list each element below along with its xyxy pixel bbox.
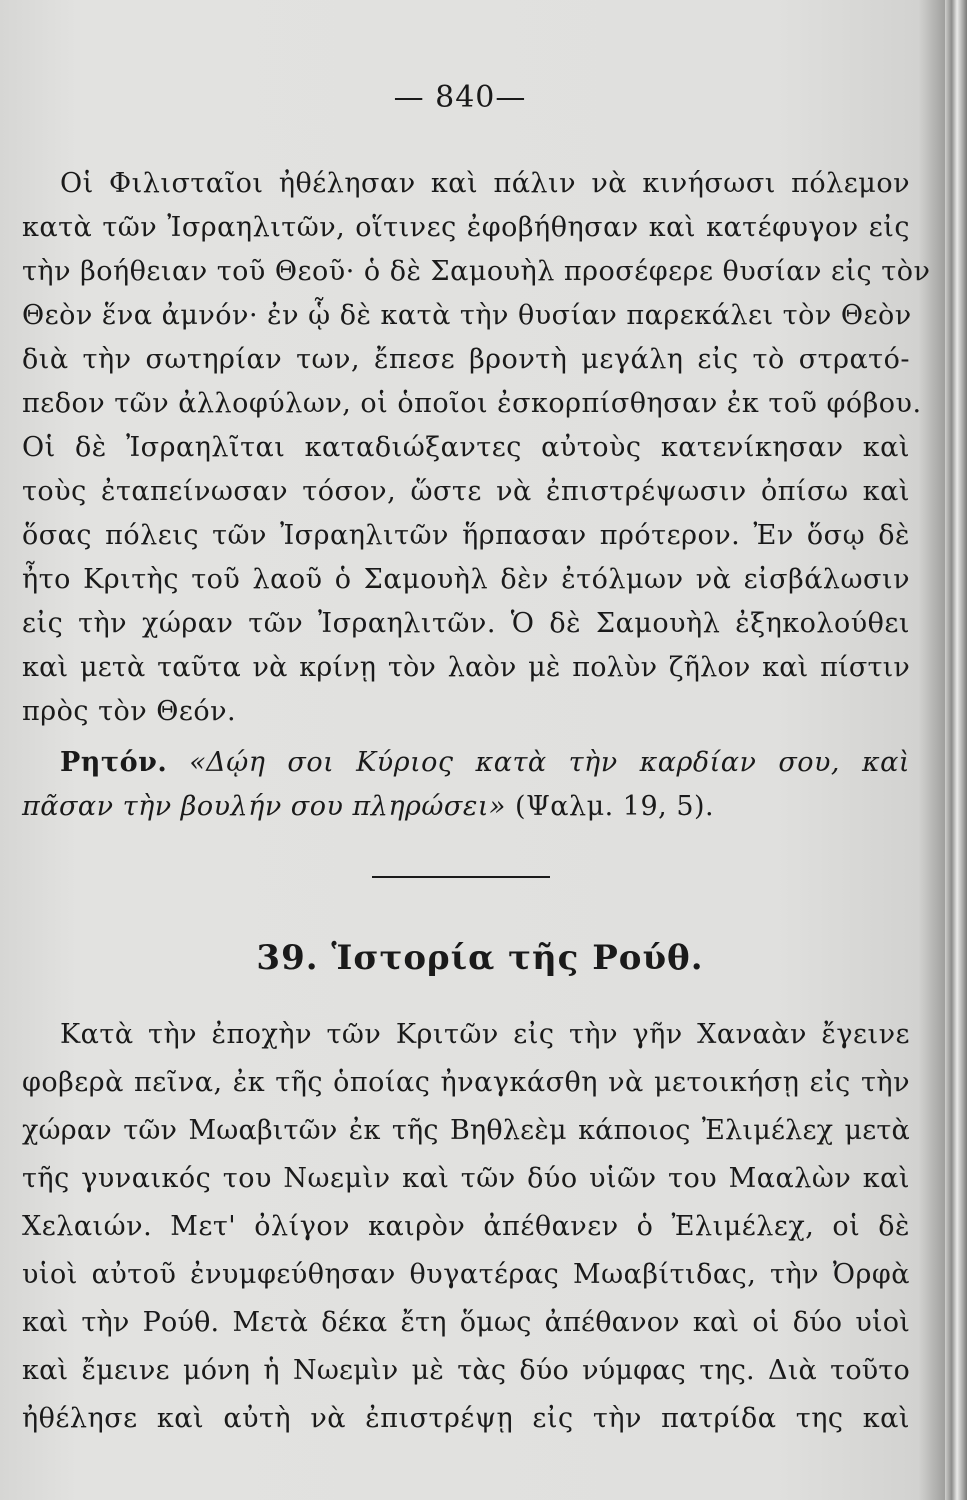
paragraph2-line: Κατὰ τὴν ἐποχὴν τῶν Κριτῶν εἰς τὴν γῆν Χαναὰν ἔγεινε xyxy=(60,1019,910,1050)
verse-line-1 xyxy=(60,741,910,785)
paragraph1-line: Θεὸν ἕνα ἀμνόν· ἐν ᾧ δὲ κατὰ τὴν θυσίαν παρεκάλει τὸν Θεὸν xyxy=(22,300,912,331)
paragraph1-line: διὰ τὴν σωτηρίαν των, ἔπεσε βροντὴ μεγάλη εἰς τὸ στρατό- xyxy=(22,344,910,375)
paragraph1-line: πρὸς τὸν Θεόν. xyxy=(22,696,237,727)
paragraph1-line: Οἱ Φιλισταῖοι ἠθέλησαν καὶ πάλιν νὰ κινήσωσι πόλεμον xyxy=(60,168,910,199)
paragraph1-line: πεδον τῶν ἀλλοφύλων, οἱ ὁποῖοι ἐσκορπίσθησαν ἐκ τοῦ φόβου. xyxy=(22,388,922,419)
paragraph1-line: Οἱ δὲ Ἰσραηλῖται καταδιώξαντες αὐτοὺς κατενίκησαν καὶ xyxy=(22,432,910,463)
verse-text-continued: πᾶσαν τὴν βουλήν σου πληρώσει» xyxy=(22,791,506,822)
page-number: — 840— xyxy=(393,80,527,115)
paragraph1-line: τὴν βοήθειαν τοῦ Θεοῦ· ὁ δὲ Σαμουὴλ προσέφερε θυσίαν εἰς τὸν xyxy=(22,256,931,287)
paragraph1-line: καὶ μετὰ ταῦτα νὰ κρίνῃ τὸν λαὸν μὲ πολὺν ζῆλον καὶ πίστιν xyxy=(22,652,910,683)
section-divider xyxy=(372,876,550,878)
paragraph2-line: υἱοὶ αὐτοῦ ἐνυμφεύθησαν θυγατέρας Μωαβίτιδας, τὴν Ὀρφὰ xyxy=(22,1259,910,1290)
verse-line-2 xyxy=(22,785,910,829)
paragraph2-line: φοβερὰ πεῖνα, ἐκ τῆς ὁποίας ἠναγκάσθη νὰ μετοικήσῃ εἰς τὴν xyxy=(22,1067,910,1098)
verse-text: «Δῴη σοι Κύριος κατὰ τὴν καρδίαν σου, καὶ xyxy=(189,747,910,778)
paragraph2-line: καὶ τὴν Ρούθ. Μετὰ δέκα ἔτη ὅμως ἀπέθανον καὶ οἱ δύο υἱοὶ xyxy=(22,1307,910,1338)
section-heading: 39. Ἱστορία τῆς Ρούθ. xyxy=(256,938,704,978)
paragraph1-line: ὅσας πόλεις τῶν Ἰσραηλιτῶν ἥρπασαν πρότερον. Ἐν ὅσῳ δὲ xyxy=(22,520,910,551)
paragraph1-line: ἦτο Κριτὴς τοῦ λαοῦ ὁ Σαμουὴλ δὲν ἐτόλμων νὰ εἰσβάλωσιν xyxy=(22,564,910,595)
paragraph1-line: εἰς τὴν χώραν τῶν Ἰσραηλιτῶν. Ὁ δὲ Σαμουὴλ ἐξηκολούθει xyxy=(22,608,910,639)
verse-reference: (Ψαλμ. 19, 5). xyxy=(505,791,715,822)
paragraph2-line: τῆς γυναικός του Νωεμὶν καὶ τῶν δύο υἱῶν του Μααλὼν καὶ xyxy=(22,1163,910,1194)
verse-label: Ρητόν. xyxy=(60,747,168,778)
book-spine-edge xyxy=(945,0,967,1500)
paragraph2-line: καὶ ἔμεινε μόνη ἡ Νωεμὶν μὲ τὰς δύο νύμφας της. Διὰ τοῦτο xyxy=(22,1355,910,1386)
paragraph1-line: κατὰ τῶν Ἰσραηλιτῶν, οἵτινες ἐφοβήθησαν καὶ κατέφυγον εἰς xyxy=(22,212,910,243)
paragraph2-line: ἠθέλησε καὶ αὐτὴ νὰ ἐπιστρέψῃ εἰς τὴν πατρίδα της καὶ xyxy=(22,1403,910,1434)
paragraph1-line: τοὺς ἐταπείνωσαν τόσον, ὥστε νὰ ἐπιστρέψωσιν ὀπίσω καὶ xyxy=(22,476,910,507)
paragraph2-line: χώραν τῶν Μωαβιτῶν ἐκ τῆς Βηθλεὲμ κάποιος Ἐλιμέλεχ μετὰ xyxy=(22,1115,910,1146)
paragraph2-line: Χελαιών. Μετ' ὀλίγον καιρὸν ἀπέθανεν ὁ Ἐλιμέλεχ, οἱ δὲ xyxy=(22,1211,910,1242)
